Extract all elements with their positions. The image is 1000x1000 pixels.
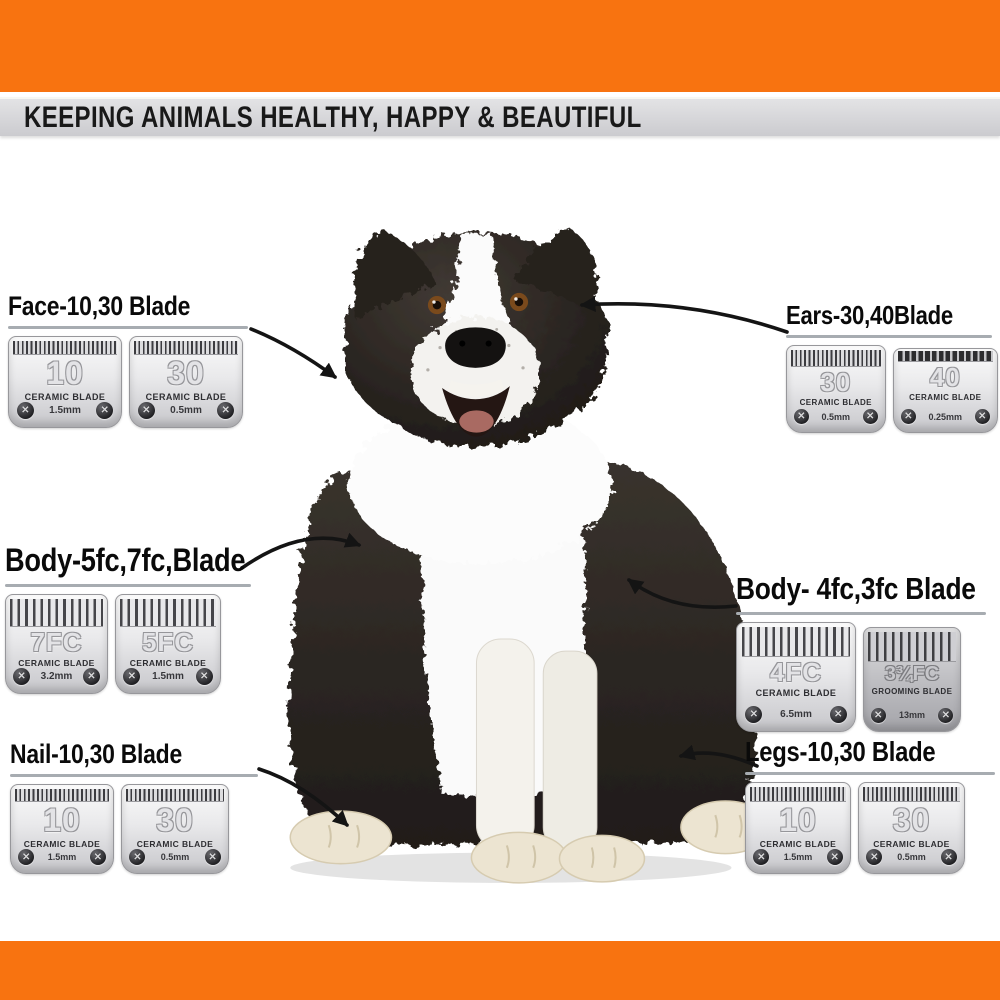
screw-icon: ✕ <box>205 849 221 865</box>
screw-icon: ✕ <box>794 409 809 424</box>
blade-type-label: CERAMIC BLADE <box>136 839 214 850</box>
screw-icon: ✕ <box>827 849 843 865</box>
section-nail-blades <box>10 784 260 874</box>
blade-number: 7FC <box>30 626 83 657</box>
blade-teeth <box>742 627 851 657</box>
screw-icon: ✕ <box>830 706 847 723</box>
blade-teeth <box>898 351 993 362</box>
blade-number: 30 <box>167 355 205 392</box>
blade-number: 40 <box>929 362 961 393</box>
blade-type-label: GROOMING BLADE <box>871 686 953 696</box>
blade-teeth <box>791 350 881 367</box>
section-nail-title: Nail-10,30 Blade <box>10 739 182 769</box>
blade-teeth <box>134 341 237 355</box>
blade-type-label: CERAMIC BLADE <box>18 657 95 668</box>
blade-teeth <box>863 787 960 802</box>
section-ears-underline <box>786 335 992 338</box>
section-legs-blades <box>745 782 997 874</box>
section-legs-underline <box>745 772 995 775</box>
screw-icon: ✕ <box>123 668 140 685</box>
clipper-blade <box>8 336 122 428</box>
screw-icon: ✕ <box>745 706 762 723</box>
blade-number: 10 <box>779 802 817 839</box>
section-nail <box>10 739 260 874</box>
blade-teeth <box>120 599 216 627</box>
screw-icon: ✕ <box>901 409 916 424</box>
clipper-blade <box>736 622 856 732</box>
blade-number: 5FC <box>141 626 195 657</box>
blade-teeth <box>868 632 956 662</box>
section-face-title: Face-10,30 Blade <box>8 291 191 321</box>
section-body-right-underline <box>736 612 986 615</box>
section-legs-title: Legs-10,30 Blade <box>745 736 936 767</box>
blade-number: 10 <box>46 355 84 392</box>
blade-size: 13mm <box>898 710 925 721</box>
clipper-blade <box>863 627 961 732</box>
clipper-blade <box>5 594 108 694</box>
screw-icon: ✕ <box>13 668 30 685</box>
section-body-left-blades <box>5 594 255 694</box>
blade-size: 1.5mm <box>49 405 81 417</box>
dog-photo <box>268 216 774 888</box>
blade-number: 30 <box>156 802 194 839</box>
blade-type-label: CERAMIC BLADE <box>909 393 982 403</box>
screw-icon: ✕ <box>129 849 145 865</box>
blade-size: 6.5mm <box>780 708 812 720</box>
blade-teeth <box>15 789 109 802</box>
section-body-right-title: Body- 4fc,3fc Blade <box>736 571 976 606</box>
blade-teeth <box>10 599 103 627</box>
screw-icon: ✕ <box>138 402 155 419</box>
screw-icon: ✕ <box>83 668 100 685</box>
blade-size: 3.2mm <box>40 670 73 682</box>
clipper-blade <box>858 782 965 874</box>
section-ears-title: Ears-30,40Blade <box>786 300 953 330</box>
blade-size: 1.5mm <box>47 852 77 863</box>
blade-size: 0.25mm <box>928 411 963 422</box>
blade-size: 1.5mm <box>152 670 184 682</box>
banner-text: KEEPING ANIMALS HEALTHY, HAPPY & BEAUTIFUL <box>24 100 642 134</box>
screw-icon: ✕ <box>90 849 106 865</box>
blade-teeth <box>126 789 224 802</box>
section-ears <box>786 301 998 433</box>
blade-teeth <box>750 787 846 802</box>
clipper-blade <box>115 594 221 694</box>
blade-size: 1.5mm <box>783 852 813 863</box>
clipper-blade <box>121 784 229 874</box>
section-face <box>8 291 258 428</box>
screw-icon: ✕ <box>753 849 769 865</box>
blade-number: 10 <box>43 802 81 839</box>
blade-number: 30 <box>820 367 852 398</box>
screw-icon: ✕ <box>975 409 990 424</box>
section-face-underline <box>8 326 248 329</box>
blade-number: 4FC <box>769 656 823 687</box>
bottom-accent-band <box>0 941 1000 1000</box>
blade-type-label: CERAMIC BLADE <box>129 657 207 668</box>
section-nail-underline <box>10 774 258 777</box>
section-face-blades <box>8 336 258 428</box>
blade-type-label: CERAMIC BLADE <box>23 839 101 850</box>
section-body-right-blades <box>736 622 992 732</box>
screw-icon: ✕ <box>217 402 234 419</box>
blade-type-label: CERAMIC BLADE <box>873 839 950 850</box>
screw-icon: ✕ <box>938 708 953 723</box>
blade-size: 0.5mm <box>160 852 190 863</box>
clipper-blade <box>786 345 886 433</box>
screw-icon: ✕ <box>941 849 957 865</box>
blade-type-label: CERAMIC BLADE <box>799 398 872 408</box>
blade-number: 30 <box>892 802 931 839</box>
screw-icon: ✕ <box>96 402 113 419</box>
section-ears-blades <box>786 345 998 433</box>
clipper-blade <box>10 784 114 874</box>
blade-size: 0.5mm <box>897 852 926 863</box>
section-legs <box>745 736 997 874</box>
screw-icon: ✕ <box>18 849 34 865</box>
section-body-left-title: Body-5fc,7fc,Blade <box>5 542 246 578</box>
section-body-left-underline <box>5 584 251 587</box>
banner-bar <box>0 97 1000 136</box>
screw-icon: ✕ <box>17 402 34 419</box>
screw-icon: ✕ <box>196 668 213 685</box>
blade-size: 0.5mm <box>821 411 851 422</box>
screw-icon: ✕ <box>871 708 886 723</box>
blade-type-label: CERAMIC BLADE <box>755 687 837 698</box>
blade-type-label: CERAMIC BLADE <box>24 392 106 403</box>
clipper-blade <box>893 348 998 433</box>
blade-type-label: CERAMIC BLADE <box>145 392 227 403</box>
section-body-left <box>5 543 255 694</box>
blade-teeth <box>13 341 116 355</box>
blade-type-label: CERAMIC BLADE <box>759 839 837 850</box>
clipper-blade <box>745 782 851 874</box>
screw-icon: ✕ <box>866 849 882 865</box>
screw-icon: ✕ <box>863 409 878 424</box>
top-accent-band <box>0 0 1000 92</box>
section-body-right <box>736 572 992 732</box>
clipper-blade <box>129 336 243 428</box>
blade-size: 0.5mm <box>170 405 202 417</box>
blade-number: 3¾FC <box>884 662 940 685</box>
